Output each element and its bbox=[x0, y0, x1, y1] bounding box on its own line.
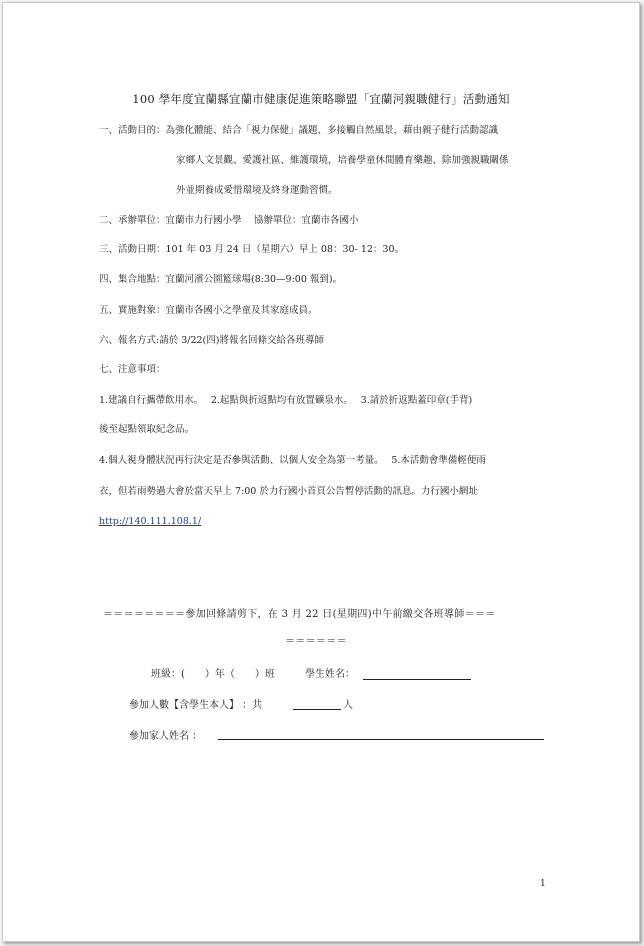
participants-count-label: 參加人數【含學生本人】 ：共 bbox=[129, 700, 263, 711]
participants-count-unit: 人 bbox=[343, 700, 353, 711]
student-name-field[interactable] bbox=[363, 679, 471, 680]
class-label: 班級：( ）年（ ）班 bbox=[151, 669, 275, 680]
notes-line-1: 1.建議自行攜帶飲用水。 2.起點與折返點均有放置礦泉水。 3.請於折返點蓋印章(手背) bbox=[99, 395, 473, 406]
document-title: 100 學年度宜蘭縣宜蘭市健康促進策略聯盟「宜蘭河親職健行」活動通知 bbox=[132, 92, 510, 106]
notes-line-2: 後至起點領取紀念品。 bbox=[99, 424, 195, 435]
participants-count-field[interactable] bbox=[293, 709, 341, 710]
family-names-field[interactable] bbox=[218, 739, 544, 740]
event-date: 三、活動日期：101 年 03 月 24 日（星期六）早上 08：30- 12：30。 bbox=[99, 244, 405, 255]
participants: 五、實施對象：宜蘭市各國小之學童及其家庭成員。 bbox=[99, 305, 318, 316]
notes-line-4: 衣，但若雨勢過大會於當天早上 7:00 於力行國小首頁公告暫停活動的訊息。力行國小網址 bbox=[99, 486, 478, 497]
purpose-line-2: 家鄉人文景觀、愛護社區、維護環境，培養學童休閒體育樂趣、除加強親職關係 bbox=[176, 155, 509, 166]
page-number: 1 bbox=[540, 879, 546, 889]
registration: 六、報名方式:請於 3/22(四)將報名回條交給各班導師 bbox=[99, 335, 324, 346]
cut-line-1: ＝＝＝＝＝＝＝＝參加回條請剪下，在 3 月 22 日(星期四)中午前繳交各班導師＝＝＝ bbox=[103, 609, 496, 620]
organizers: 二、承辦單位：宜蘭市力行國小學 協辦單位：宜蘭市各國小 bbox=[99, 215, 359, 226]
family-names-label: 參加家人姓名 ： bbox=[129, 731, 203, 742]
cut-line-2: ＝＝＝＝＝＝ bbox=[285, 636, 347, 647]
purpose-line-3: 外並期養成愛惜環境及終身運動習慣。 bbox=[176, 185, 338, 196]
notes-heading: 七、注意事項： bbox=[99, 364, 166, 375]
assembly-location: 四、集合地點：宜蘭河濱公園籃球場(8:30—9:00 報到)。 bbox=[99, 274, 343, 285]
school-url-link[interactable]: http://140.111.108.1/ bbox=[99, 516, 202, 527]
purpose-line-1: 一、活動目的：為強化體能、結合「視力保健」議題、多接觸自然風景，藉由親子健行活動認識 bbox=[99, 125, 499, 136]
document-page bbox=[2, 2, 640, 942]
notes-line-3: 4.個人視身體狀況再行決定是否參與活動、以個人安全為第一考量。 5.本活動會準備輕便雨 bbox=[99, 455, 486, 466]
student-name-label: 學生姓名： bbox=[305, 669, 355, 680]
